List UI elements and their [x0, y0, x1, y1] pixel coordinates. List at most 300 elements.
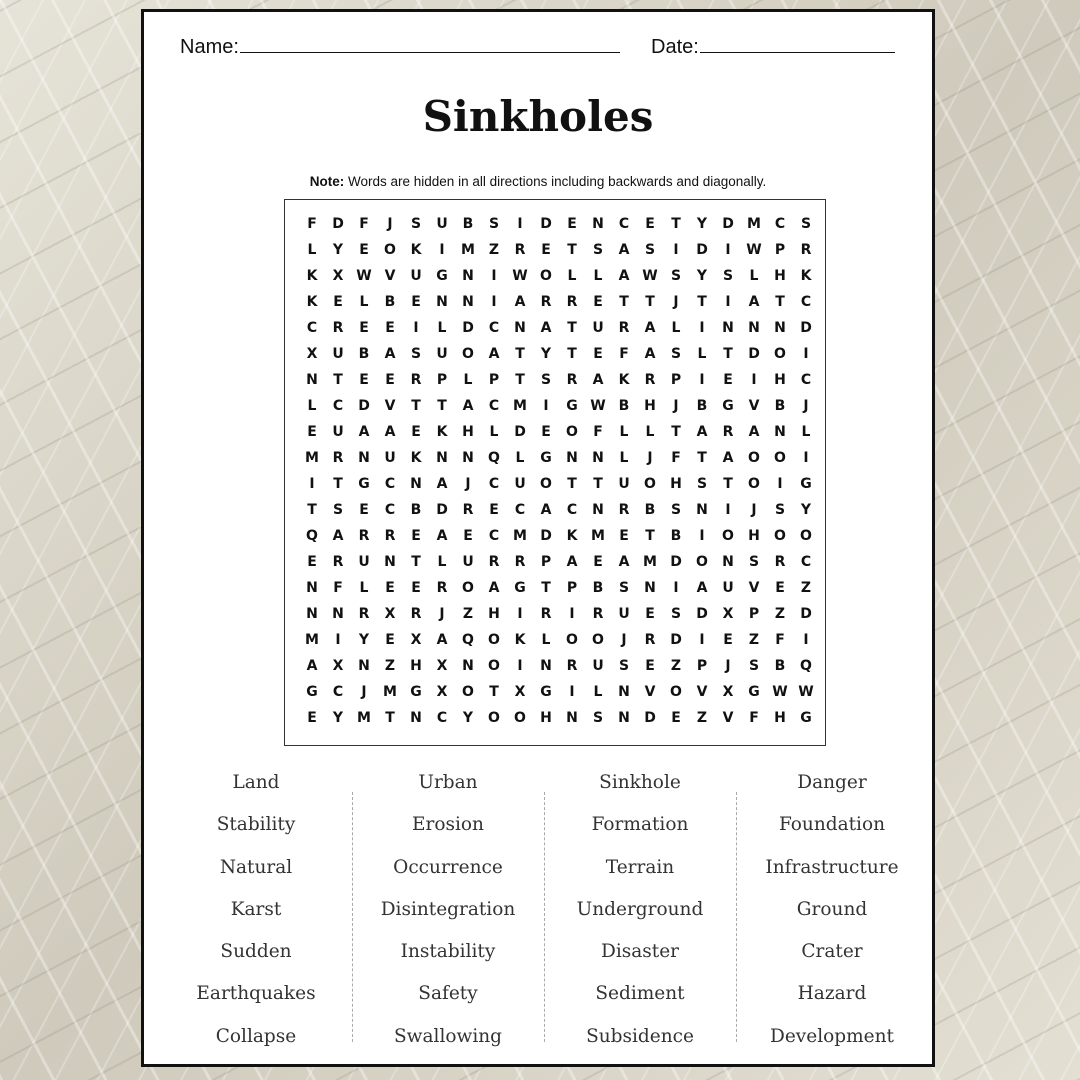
grid-letter[interactable]: O: [748, 450, 760, 466]
grid-letter[interactable]: H: [774, 268, 786, 284]
grid-letter[interactable]: O: [592, 632, 604, 648]
grid-letter[interactable]: A: [618, 242, 630, 258]
grid-letter[interactable]: A: [332, 528, 344, 544]
grid-letter[interactable]: R: [488, 554, 500, 570]
grid-letter[interactable]: O: [462, 580, 474, 596]
grid-letter[interactable]: R: [644, 632, 656, 648]
grid-letter[interactable]: B: [618, 398, 630, 414]
grid-letter[interactable]: A: [748, 424, 760, 440]
grid-letter[interactable]: E: [411, 424, 421, 440]
grid-letter[interactable]: I: [413, 320, 419, 336]
grid-letter[interactable]: E: [723, 372, 733, 388]
grid-letter[interactable]: S: [722, 268, 734, 284]
grid-letter[interactable]: L: [749, 268, 759, 284]
grid-letter[interactable]: T: [775, 294, 785, 310]
grid-letter[interactable]: M: [305, 632, 319, 648]
grid-letter[interactable]: I: [517, 216, 523, 232]
grid-letter[interactable]: B: [644, 502, 656, 518]
grid-letter[interactable]: T: [333, 476, 343, 492]
date-blank-line[interactable]: [700, 32, 895, 53]
grid-letter[interactable]: L: [593, 684, 603, 700]
grid-letter[interactable]: H: [644, 398, 656, 414]
grid-letter[interactable]: F: [593, 424, 603, 440]
grid-letter[interactable]: I: [725, 294, 731, 310]
grid-letter[interactable]: M: [461, 242, 475, 258]
grid-letter[interactable]: J: [751, 502, 757, 518]
grid-letter[interactable]: X: [436, 658, 448, 674]
grid-letter[interactable]: P: [488, 372, 500, 388]
grid-letter[interactable]: S: [774, 502, 786, 518]
grid-letter[interactable]: T: [593, 476, 603, 492]
grid-letter[interactable]: C: [306, 320, 318, 336]
grid-letter[interactable]: U: [436, 216, 448, 232]
grid-letter[interactable]: D: [514, 424, 526, 440]
grid-letter[interactable]: V: [384, 398, 396, 414]
grid-letter[interactable]: O: [384, 242, 396, 258]
grid-letter[interactable]: N: [722, 554, 734, 570]
grid-letter[interactable]: S: [618, 580, 630, 596]
grid-letter[interactable]: I: [699, 372, 705, 388]
grid-letter[interactable]: D: [696, 242, 708, 258]
grid-letter[interactable]: A: [722, 450, 734, 466]
grid-letter[interactable]: L: [645, 424, 655, 440]
grid-letter[interactable]: L: [593, 268, 603, 284]
grid-letter[interactable]: H: [410, 658, 422, 674]
grid-letter[interactable]: M: [305, 450, 319, 466]
grid-letter[interactable]: A: [696, 424, 708, 440]
grid-letter[interactable]: Y: [332, 242, 344, 258]
grid-letter[interactable]: T: [723, 476, 733, 492]
grid-letter[interactable]: E: [359, 320, 369, 336]
grid-letter[interactable]: U: [592, 320, 604, 336]
grid-letter[interactable]: S: [748, 554, 760, 570]
grid-letter[interactable]: W: [746, 242, 762, 258]
grid-letter[interactable]: F: [671, 450, 681, 466]
grid-letter[interactable]: L: [307, 398, 317, 414]
grid-letter[interactable]: R: [722, 424, 734, 440]
grid-letter[interactable]: B: [358, 346, 370, 362]
grid-letter[interactable]: L: [489, 424, 499, 440]
grid-letter[interactable]: G: [800, 476, 812, 492]
grid-letter[interactable]: A: [436, 528, 448, 544]
grid-letter[interactable]: D: [722, 216, 734, 232]
grid-letter[interactable]: E: [671, 710, 681, 726]
grid-letter[interactable]: N: [306, 606, 318, 622]
grid-letter[interactable]: S: [670, 502, 682, 518]
grid-letter[interactable]: Z: [462, 606, 474, 622]
grid-letter[interactable]: A: [384, 346, 396, 362]
grid-letter[interactable]: W: [642, 268, 658, 284]
grid-letter[interactable]: D: [670, 632, 682, 648]
grid-letter[interactable]: O: [514, 710, 526, 726]
grid-letter[interactable]: K: [800, 268, 812, 284]
grid-letter[interactable]: B: [774, 658, 786, 674]
grid-letter[interactable]: M: [513, 528, 527, 544]
grid-letter[interactable]: N: [358, 658, 370, 674]
grid-letter[interactable]: O: [462, 346, 474, 362]
grid-letter[interactable]: N: [436, 450, 448, 466]
grid-letter[interactable]: C: [488, 528, 500, 544]
grid-letter[interactable]: U: [332, 346, 344, 362]
grid-letter[interactable]: E: [593, 294, 603, 310]
grid-letter[interactable]: F: [359, 216, 369, 232]
grid-letter[interactable]: Z: [696, 710, 708, 726]
grid-letter[interactable]: G: [540, 450, 552, 466]
grid-letter[interactable]: G: [722, 398, 734, 414]
grid-letter[interactable]: G: [748, 684, 760, 700]
grid-letter[interactable]: H: [488, 606, 500, 622]
grid-letter[interactable]: A: [644, 320, 656, 336]
grid-letter[interactable]: S: [592, 242, 604, 258]
grid-letter[interactable]: T: [541, 580, 551, 596]
grid-letter[interactable]: G: [358, 476, 370, 492]
grid-letter[interactable]: T: [385, 710, 395, 726]
grid-letter[interactable]: S: [644, 242, 656, 258]
grid-letter[interactable]: R: [332, 320, 344, 336]
grid-letter[interactable]: T: [645, 294, 655, 310]
grid-letter[interactable]: L: [619, 450, 629, 466]
grid-letter[interactable]: H: [748, 528, 760, 544]
grid-letter[interactable]: S: [670, 268, 682, 284]
grid-letter[interactable]: T: [567, 320, 577, 336]
grid-letter[interactable]: A: [488, 346, 500, 362]
grid-letter[interactable]: T: [723, 346, 733, 362]
word-search-grid[interactable]: [299, 211, 819, 731]
grid-letter[interactable]: E: [385, 372, 395, 388]
grid-letter[interactable]: C: [566, 502, 578, 518]
grid-letter[interactable]: P: [748, 606, 760, 622]
grid-letter[interactable]: E: [411, 580, 421, 596]
grid-letter[interactable]: T: [437, 398, 447, 414]
grid-letter[interactable]: O: [566, 632, 578, 648]
grid-letter[interactable]: S: [800, 216, 812, 232]
grid-letter[interactable]: R: [436, 580, 448, 596]
grid-letter[interactable]: C: [332, 684, 344, 700]
grid-letter[interactable]: L: [619, 424, 629, 440]
grid-letter[interactable]: S: [618, 658, 630, 674]
grid-letter[interactable]: T: [515, 346, 525, 362]
grid-letter[interactable]: D: [800, 320, 812, 336]
grid-letter[interactable]: A: [748, 294, 760, 310]
grid-letter[interactable]: X: [722, 606, 734, 622]
grid-letter[interactable]: D: [540, 528, 552, 544]
grid-letter[interactable]: H: [774, 710, 786, 726]
grid-letter[interactable]: K: [566, 528, 578, 544]
grid-letter[interactable]: I: [673, 242, 679, 258]
grid-letter[interactable]: L: [801, 424, 811, 440]
grid-letter[interactable]: V: [696, 684, 708, 700]
grid-letter[interactable]: C: [384, 502, 396, 518]
grid-letter[interactable]: S: [332, 502, 344, 518]
grid-letter[interactable]: N: [462, 658, 474, 674]
grid-letter[interactable]: N: [332, 606, 344, 622]
grid-letter[interactable]: P: [774, 242, 786, 258]
grid-letter[interactable]: N: [618, 710, 630, 726]
grid-letter[interactable]: E: [359, 372, 369, 388]
grid-letter[interactable]: I: [517, 658, 523, 674]
grid-letter[interactable]: K: [514, 632, 526, 648]
grid-letter[interactable]: I: [491, 294, 497, 310]
grid-letter[interactable]: N: [540, 658, 552, 674]
grid-letter[interactable]: C: [488, 476, 500, 492]
grid-letter[interactable]: L: [541, 632, 551, 648]
grid-letter[interactable]: O: [670, 684, 682, 700]
grid-letter[interactable]: C: [488, 320, 500, 336]
grid-letter[interactable]: O: [774, 450, 786, 466]
grid-letter[interactable]: U: [592, 658, 604, 674]
grid-letter[interactable]: A: [618, 554, 630, 570]
grid-letter[interactable]: R: [462, 502, 474, 518]
grid-letter[interactable]: D: [462, 320, 474, 336]
grid-letter[interactable]: I: [335, 632, 341, 648]
grid-letter[interactable]: U: [358, 554, 370, 570]
grid-letter[interactable]: A: [514, 294, 526, 310]
grid-letter[interactable]: O: [774, 528, 786, 544]
grid-letter[interactable]: E: [385, 580, 395, 596]
grid-letter[interactable]: T: [619, 294, 629, 310]
grid-letter[interactable]: A: [592, 372, 604, 388]
grid-letter[interactable]: A: [384, 424, 396, 440]
grid-letter[interactable]: D: [644, 710, 656, 726]
grid-letter[interactable]: E: [593, 346, 603, 362]
grid-letter[interactable]: Q: [800, 658, 812, 674]
grid-letter[interactable]: V: [644, 684, 656, 700]
grid-letter[interactable]: E: [541, 424, 551, 440]
grid-letter[interactable]: K: [410, 242, 422, 258]
grid-letter[interactable]: L: [697, 346, 707, 362]
grid-letter[interactable]: T: [567, 242, 577, 258]
grid-letter[interactable]: X: [436, 684, 448, 700]
grid-letter[interactable]: Q: [488, 450, 500, 466]
grid-letter[interactable]: M: [383, 684, 397, 700]
grid-letter[interactable]: I: [699, 320, 705, 336]
grid-letter[interactable]: N: [774, 320, 786, 336]
grid-letter[interactable]: E: [359, 242, 369, 258]
grid-letter[interactable]: N: [410, 476, 422, 492]
grid-letter[interactable]: G: [514, 580, 526, 596]
grid-letter[interactable]: E: [723, 632, 733, 648]
grid-letter[interactable]: R: [384, 528, 396, 544]
grid-letter[interactable]: I: [517, 606, 523, 622]
grid-letter[interactable]: C: [774, 216, 786, 232]
grid-letter[interactable]: T: [307, 502, 317, 518]
grid-letter[interactable]: Z: [384, 658, 396, 674]
grid-letter[interactable]: S: [592, 710, 604, 726]
grid-letter[interactable]: J: [803, 398, 809, 414]
grid-letter[interactable]: X: [306, 346, 318, 362]
grid-letter[interactable]: Z: [488, 242, 500, 258]
grid-letter[interactable]: A: [540, 320, 552, 336]
grid-letter[interactable]: L: [307, 242, 317, 258]
grid-letter[interactable]: Z: [774, 606, 786, 622]
grid-letter[interactable]: X: [514, 684, 526, 700]
grid-letter[interactable]: N: [514, 320, 526, 336]
grid-letter[interactable]: O: [540, 268, 552, 284]
grid-letter[interactable]: G: [566, 398, 578, 414]
grid-letter[interactable]: E: [775, 580, 785, 596]
grid-letter[interactable]: U: [462, 554, 474, 570]
grid-letter[interactable]: E: [411, 528, 421, 544]
grid-letter[interactable]: R: [566, 294, 578, 310]
grid-letter[interactable]: B: [774, 398, 786, 414]
grid-letter[interactable]: V: [748, 398, 760, 414]
grid-letter[interactable]: R: [332, 450, 344, 466]
grid-letter[interactable]: Y: [800, 502, 812, 518]
grid-letter[interactable]: Y: [540, 346, 552, 362]
grid-letter[interactable]: D: [696, 606, 708, 622]
grid-letter[interactable]: I: [751, 372, 757, 388]
grid-letter[interactable]: I: [699, 632, 705, 648]
grid-letter[interactable]: N: [358, 450, 370, 466]
grid-letter[interactable]: T: [489, 684, 499, 700]
grid-letter[interactable]: L: [671, 320, 681, 336]
grid-letter[interactable]: O: [800, 528, 812, 544]
grid-letter[interactable]: N: [722, 320, 734, 336]
grid-letter[interactable]: S: [410, 216, 422, 232]
grid-letter[interactable]: I: [803, 450, 809, 466]
grid-letter[interactable]: R: [514, 554, 526, 570]
grid-letter[interactable]: S: [748, 658, 760, 674]
grid-letter[interactable]: A: [436, 476, 448, 492]
grid-letter[interactable]: F: [307, 216, 317, 232]
grid-letter[interactable]: G: [540, 684, 552, 700]
grid-letter[interactable]: R: [410, 606, 422, 622]
grid-letter[interactable]: J: [647, 450, 653, 466]
grid-letter[interactable]: E: [411, 294, 421, 310]
grid-letter[interactable]: H: [540, 710, 552, 726]
grid-letter[interactable]: Q: [462, 632, 474, 648]
grid-letter[interactable]: L: [515, 450, 525, 466]
grid-letter[interactable]: A: [644, 346, 656, 362]
grid-letter[interactable]: B: [462, 216, 474, 232]
grid-letter[interactable]: J: [673, 294, 679, 310]
grid-letter[interactable]: W: [772, 684, 788, 700]
grid-letter[interactable]: D: [800, 606, 812, 622]
grid-letter[interactable]: I: [569, 684, 575, 700]
grid-letter[interactable]: U: [410, 268, 422, 284]
grid-letter[interactable]: U: [384, 450, 396, 466]
grid-letter[interactable]: R: [410, 372, 422, 388]
grid-letter[interactable]: O: [488, 632, 500, 648]
grid-letter[interactable]: W: [798, 684, 814, 700]
grid-letter[interactable]: V: [384, 268, 396, 284]
grid-letter[interactable]: E: [567, 216, 577, 232]
grid-letter[interactable]: U: [722, 580, 734, 596]
grid-letter[interactable]: C: [488, 398, 500, 414]
grid-letter[interactable]: I: [309, 476, 315, 492]
grid-letter[interactable]: I: [777, 476, 783, 492]
grid-letter[interactable]: J: [621, 632, 627, 648]
grid-letter[interactable]: T: [671, 424, 681, 440]
grid-letter[interactable]: E: [489, 502, 499, 518]
grid-letter[interactable]: X: [332, 268, 344, 284]
grid-letter[interactable]: A: [566, 554, 578, 570]
grid-letter[interactable]: G: [436, 268, 448, 284]
grid-letter[interactable]: C: [514, 502, 526, 518]
grid-letter[interactable]: V: [748, 580, 760, 596]
grid-letter[interactable]: X: [722, 684, 734, 700]
grid-letter[interactable]: S: [670, 346, 682, 362]
grid-letter[interactable]: O: [722, 528, 734, 544]
grid-letter[interactable]: Z: [748, 632, 760, 648]
grid-letter[interactable]: R: [540, 294, 552, 310]
grid-letter[interactable]: N: [462, 294, 474, 310]
grid-letter[interactable]: P: [566, 580, 578, 596]
grid-letter[interactable]: C: [384, 476, 396, 492]
grid-letter[interactable]: O: [462, 684, 474, 700]
grid-letter[interactable]: N: [566, 450, 578, 466]
grid-letter[interactable]: E: [619, 528, 629, 544]
grid-letter[interactable]: N: [462, 268, 474, 284]
date-field[interactable]: [651, 32, 895, 59]
grid-letter[interactable]: N: [566, 710, 578, 726]
grid-letter[interactable]: A: [618, 268, 630, 284]
name-field[interactable]: [180, 32, 620, 59]
grid-letter[interactable]: N: [436, 294, 448, 310]
grid-letter[interactable]: E: [307, 424, 317, 440]
grid-letter[interactable]: R: [566, 658, 578, 674]
grid-letter[interactable]: Y: [332, 710, 344, 726]
grid-letter[interactable]: M: [591, 528, 605, 544]
grid-letter[interactable]: N: [410, 710, 422, 726]
grid-letter[interactable]: Z: [800, 580, 812, 596]
grid-letter[interactable]: H: [462, 424, 474, 440]
grid-letter[interactable]: Y: [696, 268, 708, 284]
grid-letter[interactable]: F: [749, 710, 759, 726]
grid-letter[interactable]: A: [488, 580, 500, 596]
grid-letter[interactable]: R: [618, 320, 630, 336]
grid-letter[interactable]: I: [439, 242, 445, 258]
grid-letter[interactable]: K: [618, 372, 630, 388]
grid-letter[interactable]: E: [593, 554, 603, 570]
grid-letter[interactable]: O: [488, 658, 500, 674]
grid-letter[interactable]: I: [543, 398, 549, 414]
grid-letter[interactable]: T: [411, 554, 421, 570]
grid-letter[interactable]: N: [592, 216, 604, 232]
grid-letter[interactable]: O: [644, 476, 656, 492]
grid-letter[interactable]: I: [569, 606, 575, 622]
grid-letter[interactable]: I: [725, 502, 731, 518]
grid-letter[interactable]: D: [358, 398, 370, 414]
grid-letter[interactable]: E: [333, 294, 343, 310]
grid-letter[interactable]: T: [671, 216, 681, 232]
name-blank-line[interactable]: [240, 32, 620, 53]
grid-letter[interactable]: K: [306, 268, 318, 284]
grid-letter[interactable]: X: [410, 632, 422, 648]
grid-letter[interactable]: T: [697, 294, 707, 310]
grid-letter[interactable]: P: [696, 658, 708, 674]
grid-letter[interactable]: P: [436, 372, 448, 388]
grid-letter[interactable]: D: [540, 216, 552, 232]
grid-letter[interactable]: G: [800, 710, 812, 726]
grid-letter[interactable]: B: [410, 502, 422, 518]
grid-letter[interactable]: L: [359, 580, 369, 596]
grid-letter[interactable]: L: [567, 268, 577, 284]
grid-letter[interactable]: J: [387, 216, 393, 232]
grid-letter[interactable]: T: [567, 346, 577, 362]
grid-letter[interactable]: T: [333, 372, 343, 388]
grid-letter[interactable]: C: [800, 554, 812, 570]
grid-letter[interactable]: U: [436, 346, 448, 362]
grid-letter[interactable]: J: [361, 684, 367, 700]
grid-letter[interactable]: P: [540, 554, 552, 570]
grid-letter[interactable]: A: [696, 580, 708, 596]
grid-letter[interactable]: U: [618, 606, 630, 622]
grid-letter[interactable]: O: [540, 476, 552, 492]
grid-letter[interactable]: C: [618, 216, 630, 232]
grid-letter[interactable]: L: [463, 372, 473, 388]
grid-letter[interactable]: L: [437, 554, 447, 570]
